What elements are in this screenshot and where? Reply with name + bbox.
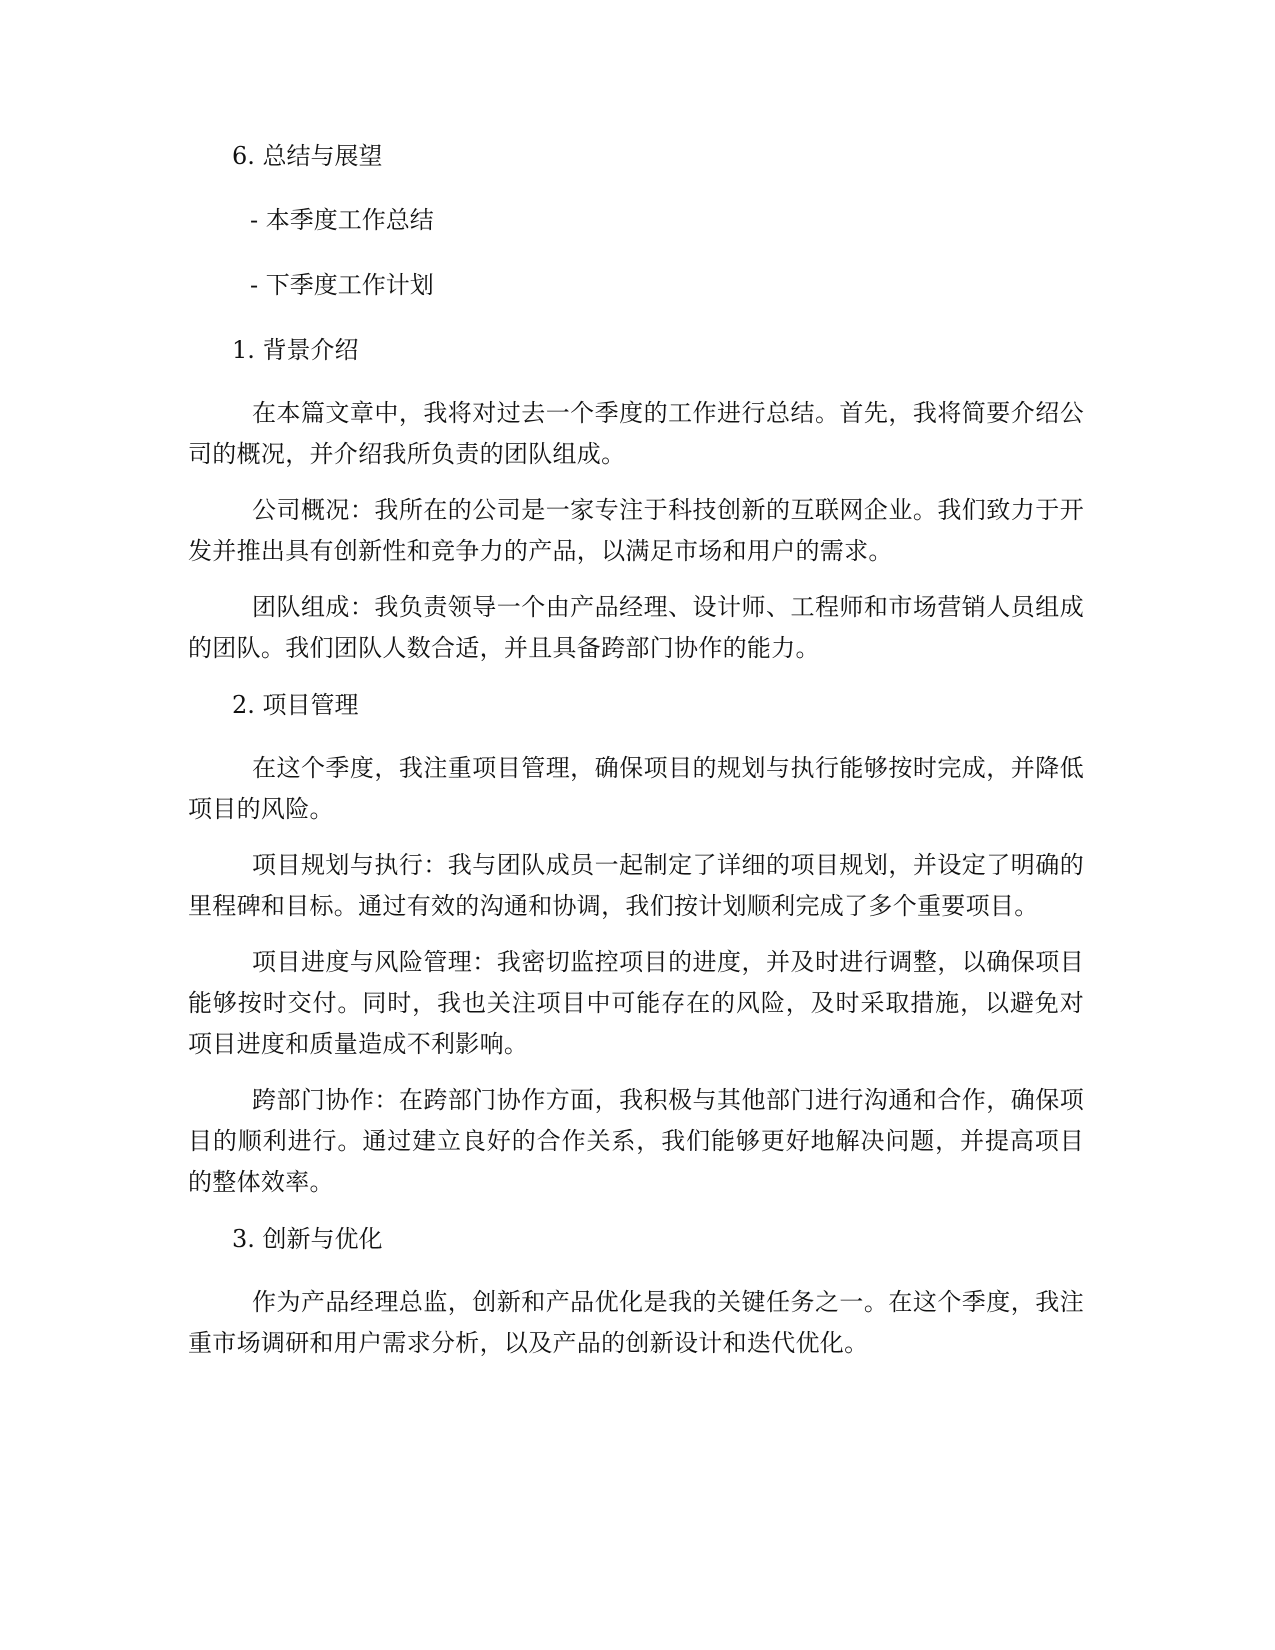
bullet-item-next-quarter-plan: - 下季度工作计划	[250, 271, 434, 299]
paragraph-company-overview: 公司概况：我所在的公司是一家专注于科技创新的互联网企业。我们致力于开发并推出具有创新性和竞争力的产品，以满足市场和用户的需求。	[188, 496, 1084, 565]
paragraph-cross-department: 跨部门协作：在跨部门协作方面，我积极与其他部门进行沟通和合作，确保项目的顺利进行。通过建立良好的合作关系，我们能够更好地解决问题，并提高项目的整体效率。	[188, 1086, 1084, 1196]
paragraph-intro: 在本篇文章中，我将对过去一个季度的工作进行总结。首先，我将简要介绍公司的概况，并介绍我所负责的团队组成。	[188, 399, 1084, 468]
paragraph-innovation-intro: 作为产品经理总监，创新和产品优化是我的关键任务之一。在这个季度，我注重市场调研和用户需求分析，以及产品的创新设计和迭代优化。	[188, 1288, 1084, 1357]
section-heading-innovation: 3. 创新与优化	[232, 1225, 383, 1253]
document-body	[188, 144, 1084, 1388]
section-heading-summary: 6. 总结与展望	[232, 142, 383, 170]
bullet-item-quarter-summary: - 本季度工作总结	[250, 206, 434, 234]
paragraph-progress-risk: 项目进度与风险管理：我密切监控项目的进度，并及时进行调整，以确保项目能够按时交付。同时，我也关注项目中可能存在的风险，及时采取措施，以避免对项目进度和质量造成不利影响。	[188, 948, 1084, 1058]
paragraph-project-planning: 项目规划与执行：我与团队成员一起制定了详细的项目规划，并设定了明确的里程碑和目标。通过有效的沟通和协调，我们按计划顺利完成了多个重要项目。	[188, 851, 1084, 920]
paragraph-team-composition: 团队组成：我负责领导一个由产品经理、设计师、工程师和市场营销人员组成的团队。我们团队人数合适，并且具备跨部门协作的能力。	[188, 593, 1084, 662]
paragraph-project-management-intro: 在这个季度，我注重项目管理，确保项目的规划与执行能够按时完成，并降低项目的风险。	[188, 754, 1084, 823]
section-heading-background: 1. 背景介绍	[232, 336, 359, 364]
section-heading-project-management: 2. 项目管理	[232, 691, 359, 719]
